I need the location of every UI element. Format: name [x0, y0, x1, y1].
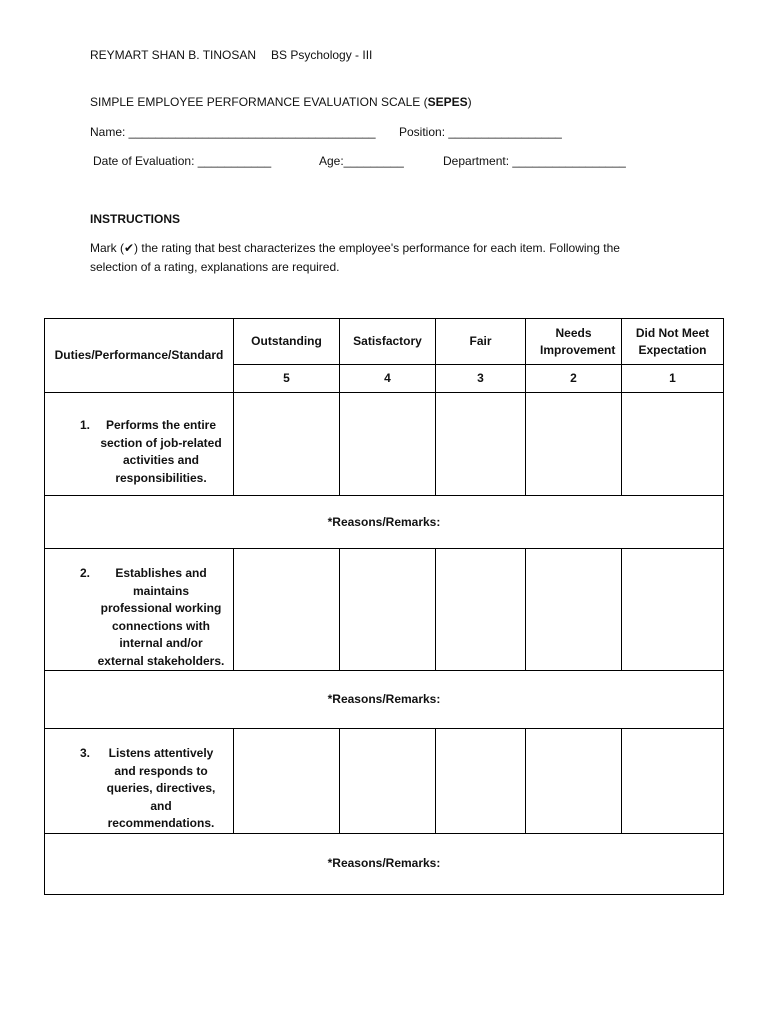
- remarks-cell[interactable]: *Reasons/Remarks:: [45, 671, 724, 729]
- duties-column-header: Duties/Performance/Standard: [45, 319, 234, 393]
- position-field[interactable]: Position: _________________: [399, 125, 562, 139]
- rating-cell-needs-improvement[interactable]: [526, 549, 622, 671]
- duty-text: Establishes and maintains professional working connections with internal and/or external stakeholders.: [97, 566, 225, 668]
- table-row: [45, 729, 724, 834]
- duty-text: Performs the entire section of job-related activities and responsibilities.: [100, 418, 222, 485]
- form-title-prefix: SIMPLE EMPLOYEE PERFORMANCE EVALUATION SCALE (: [90, 95, 428, 109]
- department-field[interactable]: Department: _________________: [443, 154, 626, 168]
- rating-cell-did-not-meet[interactable]: [622, 729, 724, 834]
- instructions-line-1: Mark (✔) the rating that best characterizes the employee's performance for each item. Following the: [90, 241, 620, 255]
- duty-item-2: [45, 549, 234, 671]
- score-5: 5: [234, 365, 340, 393]
- form-title-acronym: SEPES: [427, 95, 468, 109]
- rating-cell-fair[interactable]: [436, 393, 526, 496]
- rating-cell-needs-improvement[interactable]: [526, 729, 622, 834]
- remarks-row: [45, 496, 724, 549]
- remarks-cell[interactable]: *Reasons/Remarks:: [45, 496, 724, 549]
- score-4: 4: [340, 365, 436, 393]
- rating-header-needs-improvement: Needs Improvement: [526, 319, 622, 365]
- rating-cell-outstanding[interactable]: [234, 549, 340, 671]
- duty-text: Listens attentively and responds to queries, directives, and recommendations.: [106, 746, 216, 830]
- instructions-heading: INSTRUCTIONS: [90, 212, 180, 226]
- rating-cell-fair[interactable]: [436, 549, 526, 671]
- rating-cell-satisfactory[interactable]: [340, 729, 436, 834]
- table-header-row: [45, 319, 724, 365]
- rating-cell-fair[interactable]: [436, 729, 526, 834]
- rating-cell-satisfactory[interactable]: [340, 549, 436, 671]
- rating-header-satisfactory: Satisfactory: [340, 319, 436, 365]
- rating-header-fair: Fair: [436, 319, 526, 365]
- remarks-row: [45, 833, 724, 894]
- evaluation-table: [44, 318, 724, 895]
- rating-cell-outstanding[interactable]: [234, 729, 340, 834]
- date-field[interactable]: Date of Evaluation: ___________: [93, 154, 272, 168]
- score-2: 2: [526, 365, 622, 393]
- score-3: 3: [436, 365, 526, 393]
- rating-cell-did-not-meet[interactable]: [622, 393, 724, 496]
- form-title: [90, 95, 472, 109]
- table-row: [45, 549, 724, 671]
- remarks-cell[interactable]: *Reasons/Remarks:: [45, 833, 724, 894]
- duty-number: 1.: [79, 418, 90, 432]
- age-field[interactable]: Age:_________: [319, 154, 404, 168]
- duty-item-3: [45, 729, 234, 834]
- form-title-suffix: ): [467, 95, 472, 109]
- rating-header-did-not-meet: Did Not Meet Expectation: [622, 319, 724, 365]
- score-1: 1: [622, 365, 724, 393]
- duty-number: 2.: [79, 566, 90, 580]
- duty-number: 3.: [79, 746, 90, 760]
- course-label: BS Psychology - III: [271, 48, 373, 62]
- rating-cell-outstanding[interactable]: [234, 393, 340, 496]
- instructions-line-2: selection of a rating, explanations are required.: [90, 260, 340, 274]
- rating-cell-needs-improvement[interactable]: [526, 393, 622, 496]
- rating-cell-satisfactory[interactable]: [340, 393, 436, 496]
- name-field[interactable]: Name: _____________________________________: [90, 125, 376, 139]
- remarks-row: [45, 671, 724, 729]
- author-name: REYMART SHAN B. TINOSAN: [90, 48, 257, 62]
- table-row: [45, 393, 724, 496]
- rating-cell-did-not-meet[interactable]: [622, 549, 724, 671]
- duty-item-1: [45, 393, 234, 496]
- rating-header-outstanding: Outstanding: [234, 319, 340, 365]
